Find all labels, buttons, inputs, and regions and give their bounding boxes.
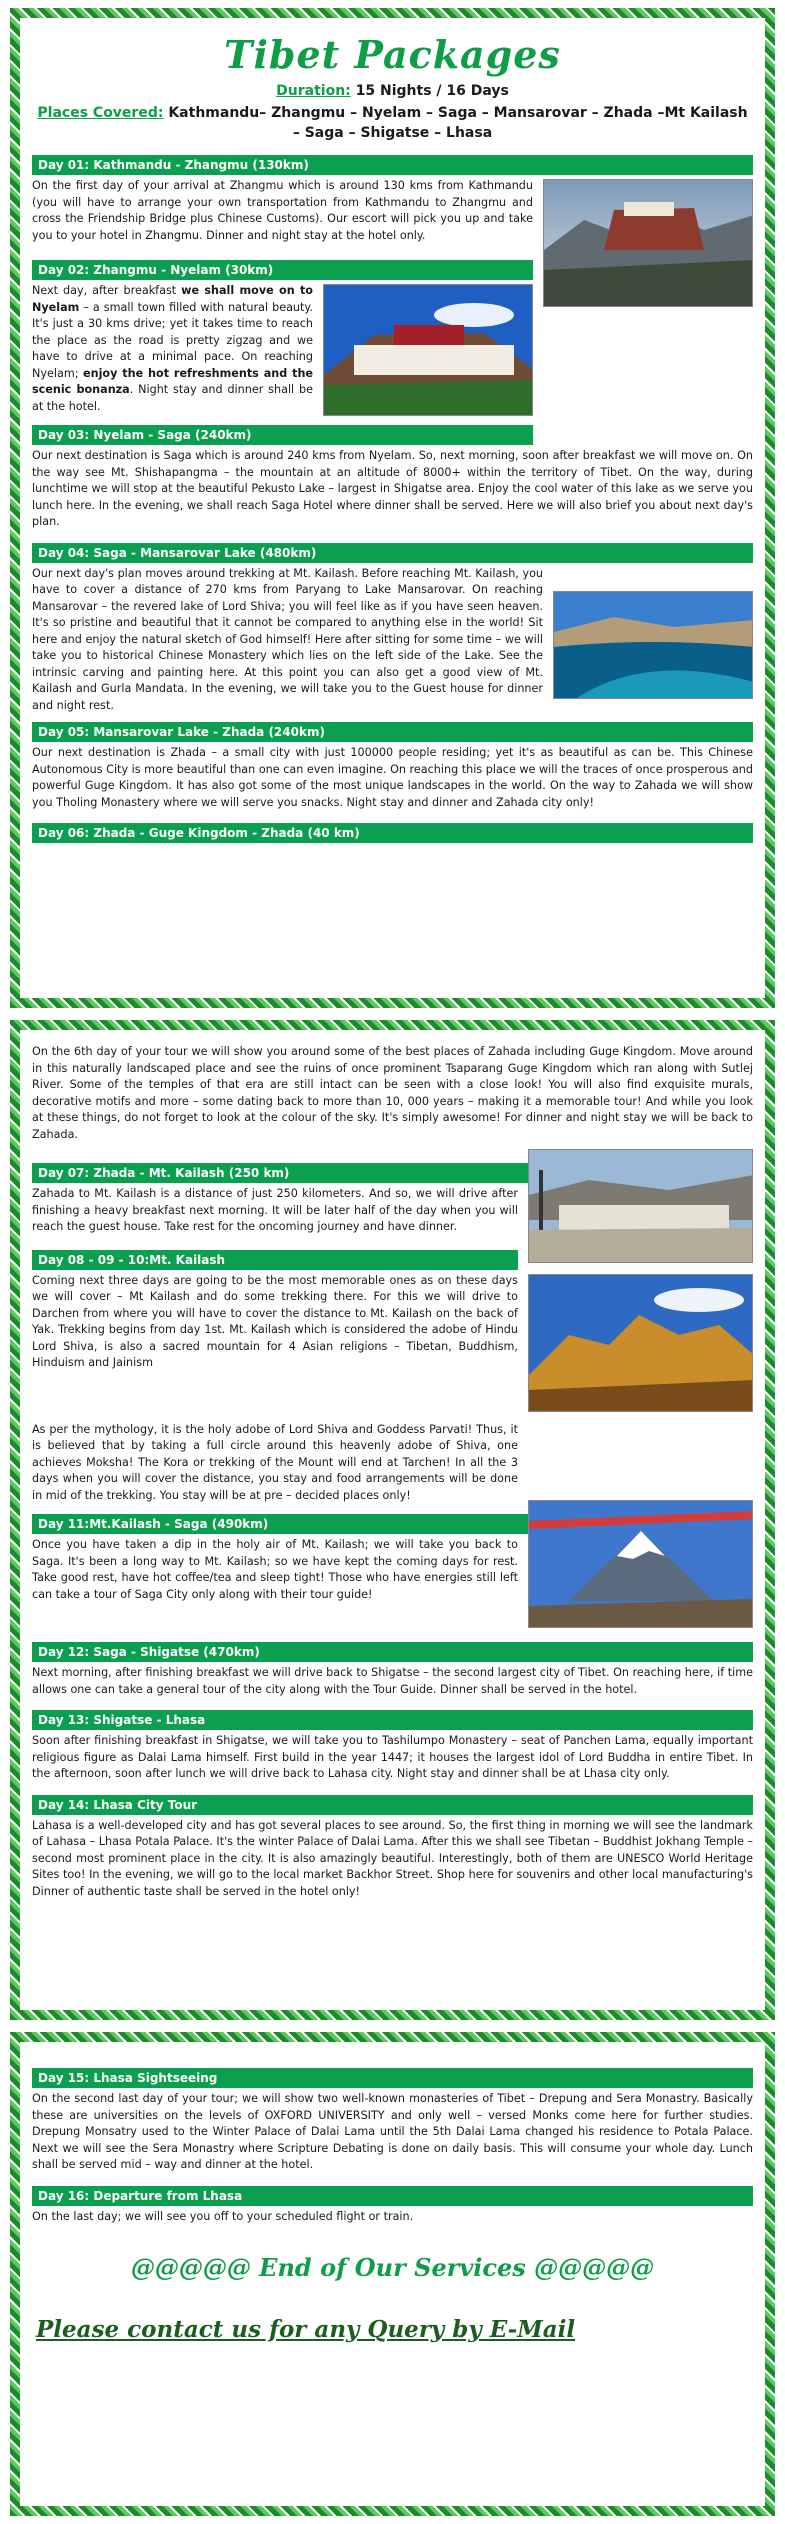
page-1: [10, 8, 775, 1008]
places-label: Places Covered:: [37, 105, 164, 121]
day-02-text-part-b: – a small town filled with natural beauty. It's just a 30 kms drive; yet it takes time to reach the place as the road is pretty zigzag and we have to drive at a minimal pace. On reaching Nyelam;: [32, 300, 313, 380]
day-heading-14: Day 14: Lhasa City Tour: [32, 1795, 753, 1815]
day-02-text-part-a: Next day, after breakfast: [32, 284, 182, 297]
day-heading-08-10: Day 08 - 09 - 10:Mt. Kailash: [32, 1250, 518, 1270]
day-heading-07: Day 07: Zhada - Mt. Kailash (250 km): [32, 1163, 753, 1183]
day-heading-04: Day 04: Saga - Mansarovar Lake (480km): [32, 543, 753, 563]
photo-potala-hill: [543, 179, 753, 307]
day-02-highlight-a: we shall move on to Nyelam: [32, 284, 313, 314]
day-heading-13: Day 13: Shigatse - Lhasa: [32, 1710, 753, 1730]
photo-mount-kailash: [528, 1500, 753, 1628]
day-heading-05: Day 05: Mansarovar Lake - Zhada (240km): [32, 722, 753, 742]
photo-icon: [324, 285, 533, 416]
day-heading-06: Day 06: Zhada - Guge Kingdom - Zhada (40 km): [32, 823, 753, 843]
day-heading-02: Day 02: Zhangmu - Nyelam (30km): [32, 260, 533, 280]
day-heading-12: Day 12: Saga - Shigatse (470km): [32, 1642, 753, 1662]
photo-icon: [554, 592, 753, 699]
day-text-16: On the last day; we will see you off to your scheduled flight or train.: [32, 2209, 414, 2223]
day-heading-15: Day 15: Lhasa Sightseeing: [32, 2068, 753, 2088]
day-text-01: On the first day of your arrival at Zhangmu which is around 130 kms from Kathmandu (you will have to arrange your own transportation from Kathmandu to Zhangmu and cross the Friendship Bridge plus Chinese Customs). Our escort will pick you up and take you to your hotel in Zhangmu. Dinner and night stay at the hotel only.: [32, 179, 533, 242]
day-text-08-10: Coming next three days are going to be the most memorable ones as on these days we will cover – Mt Kailash and do some trekking there. For this we will drive to Darchen from where you will have to cover the distance to Mt. Kailash on the back of Yak. Trekking begins from day 1st. Mt. Kailash which is considered the adobe of Hindu Lord Shiva, is also a sacred mountain for 4 Asian religions – Tibetan, Buddhism, Hinduism and Jainism: [32, 1273, 518, 1369]
page-3: [10, 2032, 775, 2516]
day-text-05: Our next destination is Zhada – a small city with just 100000 people residing; yet it's as beautiful as can be. This Chinese Autonomous City is more beautiful than one can even imagine. On reaching this place we will the traces of once prosperous and powerful Guge Kingdom. It has also got some of the most unique landscapes in the world. On the way to Zahada we will show you Tholing Monastery where we will serve you snacks. Night stay and dinner and Zahada city only!: [32, 746, 753, 809]
photo-icon: [529, 1501, 753, 1628]
day-text-08-10-cont: As per the mythology, it is the holy adobe of Lord Shiva and Goddess Parvati! Thus, it is believed that by taking a full circle around this heavenly adobe of Shiva, one achieves Moksha! The Kora or trekking of the Mount will end at Tarchen! In all the 3 days when you will cover the distance, you stay and food arrangements will be done in mid of the trekking. You stay will be at pre – decided places only!: [32, 1422, 518, 1502]
places-line: [32, 103, 753, 143]
photo-potala-front: [323, 284, 533, 416]
photo-icon: [544, 180, 753, 307]
day-text-04: Our next day's plan moves around trekking at Mt. Kailash. Before reaching Mt. Kailash, you have to cover a distance of 270 kms from Paryang to Lake Mansarovar. On reaching Mansarovar – the revered lake of Lord Shiva; you will feel like as if you have seen heaven. It's so pristine and beautiful that it cannot be compared to anything else in the world! Sit here and enjoy the natural sketch of God himself! Here after sitting for some time – we will take you to historical Chinese Monastery which lies on the left side of the Lake. See the intrinsic carving and painting here. At this point you can also get a good view of Mt. Kailash and Gurla Mandata. In the evening, we will take you to the Guest house for dinner and night rest.: [32, 566, 543, 712]
photo-mansarovar-lake: [553, 591, 753, 699]
day-text-14: Lahasa is a well-developed city and has got several places to see around. So, the first thing in morning we will see the landmark of Lahasa – Lhasa Potala Palace. It's the winter Palace of Dalai Lama. After this we shall see Tibetan – Buddhist Jokhang Temple – second most prominent place in the city. It is also amazingly beautiful. Interestingly, both of them are UNESCO World Heritage Sites too! In the evening, we will go to the local market Backhor Street. Shop here for souvenirs and other local manufacturing's Dinner of authentic taste shall be served in the hotel only!: [32, 1818, 753, 1898]
duration-label: Duration:: [276, 83, 351, 99]
day-heading-11: Day 11:Mt.Kailash - Saga (490km): [32, 1514, 753, 1534]
day-text-15: On the second last day of your tour; we will show two well-known monasteries of Tibet – Drepung and Sera Monastry. Basically these are universities on the levels of OXFORD UNIVERSITY and only well – versed Monks come here for further studies. Drepung Monsatry used to the Winter Palace of Dalai Lama until the 5th Dalai Lama changed his residence to Potala Palace. Next we will see the Sera Monastry where Scripture Debating is done on daily basis. This will consume your whole day. Lunch shall be served mid – way and dinner at the hotel.: [32, 2092, 753, 2171]
contact-email-link[interactable]: Please contact us for any Query by E-Mail: [36, 2316, 576, 2343]
day-02-highlight-b: enjoy the hot refreshments and the scenic bonanza: [32, 366, 314, 396]
day-heading-16: Day 16: Departure from Lhasa: [32, 2186, 753, 2206]
day-text-13: Soon after finishing breakfast in Shigatse, we will take you to Tashilumpo Monastery – seat of Panchen Lama, equally important religious figure as Dalai Lama himself. First build in the year 1447; it houses the largest idol of Lord Buddha in entire Tibet. In the afternoon, soon after lunch we will drive back to Lahasa city. Night stay and dinner shall be at Lhasa city only.: [32, 1734, 753, 1780]
places-value: Kathmandu– Zhangmu – Nyelam – Saga – Mansarovar – Zhada –Mt Kailash – Saga – Shigatse – Lhasa: [168, 105, 748, 141]
duration-value: 15 Nights / 16 Days: [355, 83, 509, 99]
page-title: Tibet Packages: [224, 32, 561, 77]
day-02-text-part-c: . Night stay and dinner shall be at the hotel.: [32, 383, 313, 413]
photo-lhasa-square: [528, 1149, 753, 1263]
day-heading-01: Day 01: Kathmandu - Zhangmu (130km): [32, 155, 753, 175]
day-text-11: Once you have taken a dip in the holy air of Mt. Kailash; we will take you back to Saga. It's been a long way to Mt. Kailash; so we have kept the coming days for rest. Take good rest, have hot coffee/tea and sleep tight! Those who have energies still left can take a tour of Saga City only along with their tour guide!: [32, 1538, 518, 1601]
day-heading-03: Day 03: Nyelam - Saga (240km): [32, 425, 533, 445]
day-text-03: Our next destination is Saga which is around 240 kms from Nyelam. So, next morning, soon after breakfast we will move on. On the way see Mt. Shishapangma – the mountain at an altitude of 8000+ within the territory of Tibet. On the way, during lunchtime we will stop at the beautiful Pekusto Lake – largest in Shigatse area. Enjoy the cool water of this lake as we serve you lunch here. In the evening, we shall reach Saga Hotel where dinner shall be served. Here we will also brief you about next day's plan.: [32, 449, 753, 528]
day-text-07: Zahada to Mt. Kailash is a distance of just 250 kilometers. And so, we will drive after finishing a heavy breakfast next morning. It will be later half of the day when you will reach the guest house. Take rest for the oncoming journey and have dinner.: [32, 1187, 518, 1233]
duration-line: [32, 81, 753, 101]
day-text-12: Next morning, after finishing breakfast we will drive back to Shigatse – the second largest city of Tibet. On reaching here, if time allows one can take a general tour of the city along with the Tour Guide. Dinner shall be served in the hotel.: [32, 1666, 753, 1696]
photo-guge-ruins: [528, 1274, 753, 1412]
page-2: [10, 1020, 775, 2020]
end-of-services: @@@@@ End of Our Services @@@@@: [130, 2253, 655, 2282]
photo-icon: [529, 1150, 753, 1263]
day-text-06: On the 6th day of your tour we will show you around some of the best places of Zahada including Guge Kingdom. Move around in this naturally landscaped place and see the ruins of once prominent Tsaparang Guge Kingdom which ran along with Sutlej River. Some of the temples of that era are still intact can be seen with a close look! You will also find exquisite murals, decorative motifs and more – some dating back to more than 10, 000 years – making it a memorable tour! And while you look at these things, do not forget to look at the colour of the sky. It's simply awesome! For dinner and night stay we will be back to Zahada.: [32, 1045, 753, 1141]
photo-icon: [529, 1275, 753, 1412]
